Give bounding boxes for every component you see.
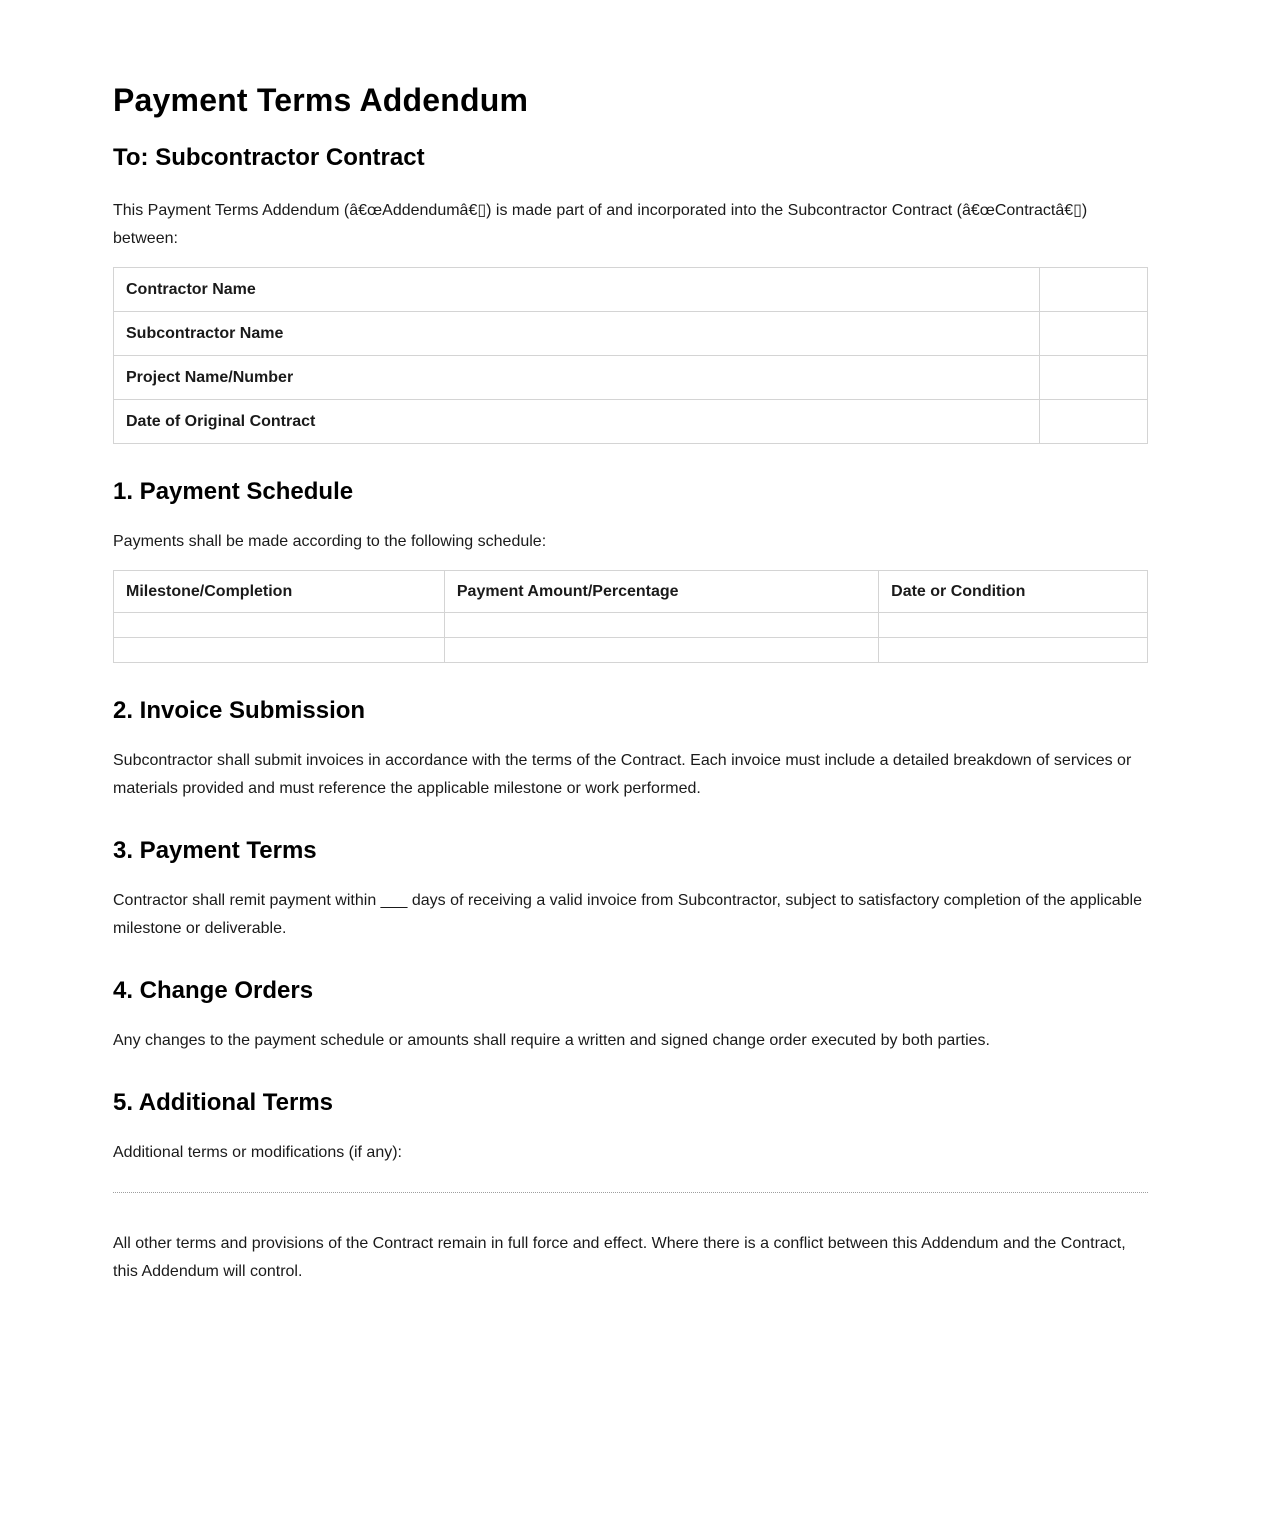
document-title: Payment Terms Addendum	[113, 82, 529, 118]
intro-paragraph: This Payment Terms Addendum (â€œAddendumâ€▯) is made part of and incorporated into the Subcontractor Contract (â€œContractâ€▯) between:	[113, 202, 1088, 247]
party-label-project-name-number: Project Name/Number	[114, 356, 1040, 400]
table-cell	[879, 613, 1148, 638]
table-cell	[444, 613, 878, 638]
party-label-date-of-original-contract: Date of Original Contract	[114, 400, 1040, 444]
party-label-subcontractor-name: Subcontractor Name	[114, 312, 1040, 356]
table-row	[114, 638, 1148, 663]
payment-schedule-lead-paragraph: Payments shall be made according to the following schedule:	[113, 533, 547, 550]
table-row	[114, 312, 1148, 356]
parties-table	[113, 267, 1148, 444]
table-cell	[114, 638, 445, 663]
table-row	[114, 400, 1148, 444]
section-heading-change-orders: 4. Change Orders	[113, 977, 314, 1004]
table-cell	[879, 638, 1148, 663]
change-orders-paragraph: Any changes to the payment schedule or amounts shall require a written and signed change order executed by both parties.	[113, 1032, 990, 1049]
table-cell	[114, 613, 445, 638]
invoice-submission-paragraph: Subcontractor shall submit invoices in accordance with the terms of the Contract. Each invoice must include a detailed breakdown of services or materials provided and must reference the applicable milestone or work performed.	[113, 752, 1132, 797]
party-value-cell	[1040, 400, 1148, 444]
table-row	[114, 268, 1148, 312]
section-heading-additional-terms: 5. Additional Terms	[113, 1089, 334, 1116]
additional-terms-paragraph: Additional terms or modifications (if any):	[113, 1144, 402, 1161]
dotted-fill-in-rule	[113, 1192, 1148, 1193]
section-change-orders	[113, 978, 1150, 1055]
section-payment-schedule	[113, 479, 1150, 663]
table-row	[114, 356, 1148, 400]
payment-terms-paragraph	[113, 887, 1150, 943]
party-value-cell	[1040, 312, 1148, 356]
table-header-row	[114, 571, 1148, 613]
party-value-cell	[1040, 356, 1148, 400]
payment-terms-text-before-blank: Contractor shall remit payment within	[113, 892, 377, 909]
section-heading-payment-terms: 3. Payment Terms	[113, 837, 317, 864]
payment-schedule-table	[113, 570, 1148, 663]
document-subtitle: To: Subcontractor Contract	[113, 144, 425, 171]
column-header-milestone: Milestone/Completion	[114, 571, 445, 613]
table-row	[114, 613, 1148, 638]
section-additional-terms	[113, 1090, 1150, 1193]
payment-terms-text-after-blank: days of receiving a valid invoice from Subcontractor, subject to satisfactory completion of the applicable milestone or deliverable.	[113, 892, 1142, 937]
section-heading-payment-schedule: 1. Payment Schedule	[113, 478, 354, 505]
section-invoice-submission	[113, 698, 1150, 803]
section-payment-terms	[113, 838, 1150, 943]
party-label-contractor-name: Contractor Name	[114, 268, 1040, 312]
days-fill-in-blank: ___	[380, 892, 408, 909]
column-header-payment-amount: Payment Amount/Percentage	[444, 571, 878, 613]
table-cell	[444, 638, 878, 663]
column-header-date-or-condition: Date or Condition	[879, 571, 1148, 613]
closing-paragraph: All other terms and provisions of the Contract remain in full force and effect. Where there is a conflict between this Addendum and the Contract, this Addendum will control.	[113, 1235, 1126, 1280]
party-value-cell	[1040, 268, 1148, 312]
section-heading-invoice-submission: 2. Invoice Submission	[113, 697, 366, 724]
